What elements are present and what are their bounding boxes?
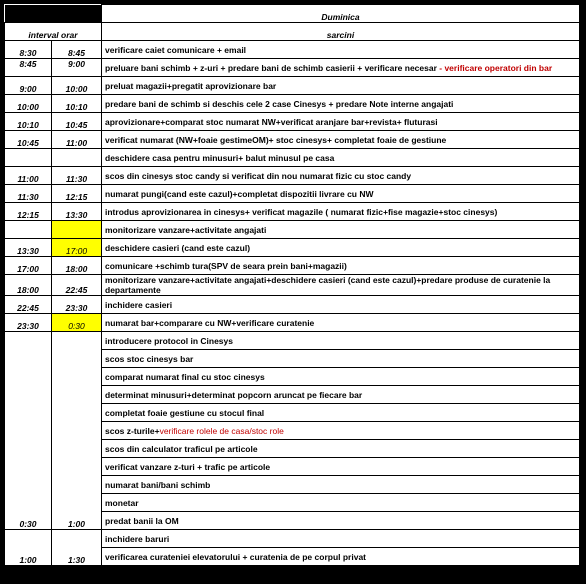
tasks-header: sarcini [102, 23, 580, 41]
task-cell [102, 59, 580, 77]
end-time [52, 221, 102, 239]
table-row [5, 185, 580, 203]
table-row [5, 296, 580, 314]
table-row [5, 314, 580, 332]
task-cell: comunicare +schimb tura(SPV de seara prein bani+magazii) [102, 257, 580, 275]
end-time [52, 494, 102, 512]
task-cell: verificare caiet comunicare + email [102, 41, 580, 59]
end-time [52, 368, 102, 386]
task-cell: preluat magazii+pregatit aprovizionare bar [102, 77, 580, 95]
end-time: 10:10 [52, 95, 102, 113]
task-cell: introducere protocol in Cinesys [102, 332, 580, 350]
task-cell: scos din cinesys stoc candy si verificat din nou numarat fizic cu stoc candy [102, 167, 580, 185]
table-row [5, 221, 580, 239]
table-row [5, 59, 580, 77]
table-row [5, 530, 580, 548]
table-row [5, 131, 580, 149]
task-cell: predat banii la OM [102, 512, 580, 530]
start-time [5, 332, 52, 350]
start-time [5, 368, 52, 386]
table-row [5, 257, 580, 275]
table-row [5, 149, 580, 167]
table-row [5, 440, 580, 458]
task-cell: verificat vanzare z-turi + trafic pe articole [102, 458, 580, 476]
task-cell: determinat minusuri+determinat popcorn aruncat pe fiecare bar [102, 386, 580, 404]
start-time [5, 494, 52, 512]
task-text-red: - verificare operatori din bar [436, 62, 553, 73]
start-time [5, 458, 52, 476]
end-time: 11:00 [52, 131, 102, 149]
header-empty [5, 5, 102, 23]
interval-header: interval orar [5, 23, 102, 41]
end-time [52, 458, 102, 476]
table-row [5, 422, 580, 440]
task-cell: verificat numarat (NW+foaie gestimeOM)+ stoc cinesys+ completat foaie de gestiune [102, 131, 580, 149]
start-time [5, 149, 52, 167]
table-row [5, 350, 580, 368]
start-time [5, 404, 52, 422]
start-time: 12:15 [5, 203, 52, 221]
end-time: 12:15 [52, 185, 102, 203]
task-text-red: verificare rolele de casa/stoc role [159, 425, 284, 436]
task-cell: deschidere casa pentru minusuri+ balut minusul pe casa [102, 149, 580, 167]
end-time [52, 404, 102, 422]
start-time: 9:00 [5, 77, 52, 95]
start-time [5, 440, 52, 458]
table-row [5, 275, 580, 296]
end-time: 10:00 [52, 77, 102, 95]
table-row [5, 239, 580, 257]
end-time [52, 332, 102, 350]
end-time [52, 149, 102, 167]
table-row [5, 458, 580, 476]
task-cell: numarat pungi(cand este cazul)+completat dispozitii livrare cu NW [102, 185, 580, 203]
start-time: 10:10 [5, 113, 52, 131]
start-time [5, 476, 52, 494]
table-row [5, 368, 580, 386]
end-time [52, 350, 102, 368]
start-time: 11:30 [5, 185, 52, 203]
table-row [5, 548, 580, 566]
table-row [5, 404, 580, 422]
end-time: 9:00 [52, 59, 102, 77]
table-row [5, 203, 580, 221]
end-time: 1:00 [52, 512, 102, 530]
task-cell: monitorizare vanzare+activitate angajati [102, 221, 580, 239]
start-time: 8:30 [5, 41, 52, 59]
end-time: 8:45 [52, 41, 102, 59]
start-time: 8:45 [5, 59, 52, 77]
task-text: preluare bani schimb + z-uri + predare bani de schimb casierii + verificare necesar [105, 62, 437, 73]
table-row [5, 512, 580, 530]
end-time: 22:45 [52, 275, 102, 296]
task-cell: monitorizare vanzare+activitate angajati+deschidere casieri (cand este cazul)+predare produse de curatenie la departamente [102, 275, 580, 296]
task-cell [102, 422, 580, 440]
task-cell: deschidere casieri (cand este cazul) [102, 239, 580, 257]
task-cell: verificarea curateniei elevatorului + curatenia de pe corpul privat [102, 548, 580, 566]
table-row [5, 332, 580, 350]
task-cell: numarat bani/bani schimb [102, 476, 580, 494]
task-cell: aprovizionare+comparat stoc numarat NW+verificat aranjare bar+revista+ fluturasi [102, 113, 580, 131]
end-time [52, 386, 102, 404]
table-row [5, 95, 580, 113]
end-time: 10:45 [52, 113, 102, 131]
start-time: 11:00 [5, 167, 52, 185]
end-time [52, 530, 102, 548]
start-time: 1:00 [5, 548, 52, 566]
start-time: 17:00 [5, 257, 52, 275]
start-time [5, 530, 52, 548]
end-time-highlighted: 0:30 [52, 314, 102, 332]
start-time: 10:45 [5, 131, 52, 149]
task-cell: introdus aprovizionarea in cinesys+ verificat magazile ( numarat fizic+fise magazie+stoc cinesys) [102, 203, 580, 221]
end-time [52, 422, 102, 440]
task-cell: monetar [102, 494, 580, 512]
start-time [5, 350, 52, 368]
table-row [5, 476, 580, 494]
task-cell: completat foaie gestiune cu stocul final [102, 404, 580, 422]
end-time: 1:30 [52, 548, 102, 566]
task-text: scos z-turile+ [105, 425, 160, 436]
start-time [5, 221, 52, 239]
table-row [5, 386, 580, 404]
start-time: 18:00 [5, 275, 52, 296]
table-row [5, 41, 580, 59]
table-row [5, 77, 580, 95]
start-time: 13:30 [5, 239, 52, 257]
table-row [5, 167, 580, 185]
end-time: 13:30 [52, 203, 102, 221]
start-time: 10:00 [5, 95, 52, 113]
start-time: 23:30 [5, 314, 52, 332]
table-row [5, 494, 580, 512]
end-time-highlighted: 17:00 [52, 239, 102, 257]
task-cell: comparat numarat final cu stoc cinesys [102, 368, 580, 386]
end-time [52, 440, 102, 458]
task-cell: scos din calculator traficul pe articole [102, 440, 580, 458]
start-time: 0:30 [5, 512, 52, 530]
task-cell: predare bani de schimb si deschis cele 2 case Cinesys + predare Note interne angajati [102, 95, 580, 113]
table-row [5, 113, 580, 131]
day-header: Duminica [102, 5, 580, 23]
task-cell: scos stoc cinesys bar [102, 350, 580, 368]
task-cell: inchidere casieri [102, 296, 580, 314]
task-cell: inchidere baruri [102, 530, 580, 548]
start-time [5, 386, 52, 404]
task-cell: numarat bar+comparare cu NW+verificare curatenie [102, 314, 580, 332]
end-time: 11:30 [52, 167, 102, 185]
start-time: 22:45 [5, 296, 52, 314]
schedule-table [4, 4, 580, 566]
start-time [5, 422, 52, 440]
end-time [52, 476, 102, 494]
end-time: 23:30 [52, 296, 102, 314]
end-time: 18:00 [52, 257, 102, 275]
